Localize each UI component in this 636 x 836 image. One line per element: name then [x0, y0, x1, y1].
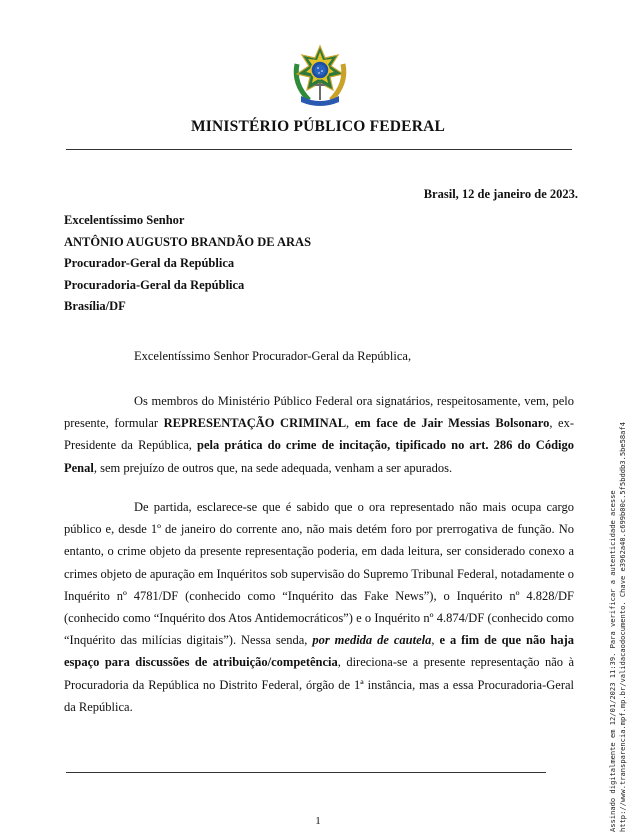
- stamp-link[interactable]: http://www.transparencia.mpf.mp.br/validacaodocumento. Chave e3962a40.c699b00c.5f5bddb3.5be58af4: [618, 422, 627, 832]
- salutation: Excelentíssimo Senhor Procurador-Geral da República,: [134, 349, 412, 363]
- page-number: 1: [315, 815, 321, 827]
- document-date: Brasil, 12 de janeiro de 2023.: [423, 187, 578, 201]
- text-run: , ex-Presidente da República,: [64, 416, 574, 453]
- text-run: ,: [346, 416, 355, 431]
- coat-of-arms-icon: [289, 44, 351, 110]
- text-run: , direciona-se a presente representação não à Procuradoria da República no Distrito Federal, órgão de 1ª instância, mas a essa Procuradoria-Geral da República.: [64, 655, 574, 714]
- addressee-line: Brasília/DF: [64, 299, 126, 313]
- text-run: De partida, esclarece-se que é sabido que o ora representado não mais ocupa cargo público e, desde 1º de janeiro do corrente ano, não mais detém foro por prerrogativa de função. No entanto, o crime objeto da presente representação poderia, em dada leitura, ser considerado conexo a crimes objeto de apuração em Inquéritos sob supervisão do Supremo Tribunal Federal, notadamente o Inquérito nº 4781/DF (conhecido como “Inquérito das Fake News”), o Inquérito nº 4.828/DF (conhecido como “Inquérito dos Atos Antidemocráticos”) e o Inquérito nº 4.874/DF (conhecido como “Inquérito das milícias digitais”). Nessa senda,: [64, 500, 574, 648]
- stamp-line: Assinado digitalmente em 12/01/2023 11:39. Para verificar a autenticidade acesse: [608, 490, 617, 832]
- bold-run: pela prática do crime de incitação, tipificado no art. 286 do Código Penal: [64, 438, 574, 475]
- addressee-line: Procuradoria-Geral da República: [64, 277, 245, 292]
- paragraph-representation: [64, 390, 574, 479]
- digital-signature-stamp: [608, 422, 628, 832]
- addressee-line: ANTÔNIO AUGUSTO BRANDÃO DE ARAS: [64, 234, 312, 249]
- text-run: , sem prejuízo de outros que, na sede adequada, venham a ser apurados.: [93, 460, 453, 475]
- addressee-line: Procurador-Geral da República: [64, 256, 235, 270]
- text-run: ,: [431, 633, 440, 648]
- organization-title: MINISTÉRIO PÚBLICO FEDERAL: [190, 118, 446, 135]
- bold-italic-run: por medida de cautela: [312, 633, 432, 648]
- bold-run: REPRESENTAÇÃO CRIMINAL: [163, 416, 347, 431]
- header-divider: [66, 149, 572, 150]
- paragraph-jurisdiction: [64, 496, 574, 718]
- addressee-line: Excelentíssimo Senhor: [64, 213, 185, 227]
- bold-run: em face de Jair Messias Bolsonaro: [354, 416, 550, 431]
- footer-divider: [66, 772, 546, 773]
- text-run: Os membros do Ministério Público Federal ora signatários, respeitosamente, vem, pelo presente, formular: [64, 394, 574, 431]
- addressee-block: [64, 210, 311, 318]
- bold-run: e a fim de que não haja espaço para discussões de atribuição/competência: [64, 633, 575, 670]
